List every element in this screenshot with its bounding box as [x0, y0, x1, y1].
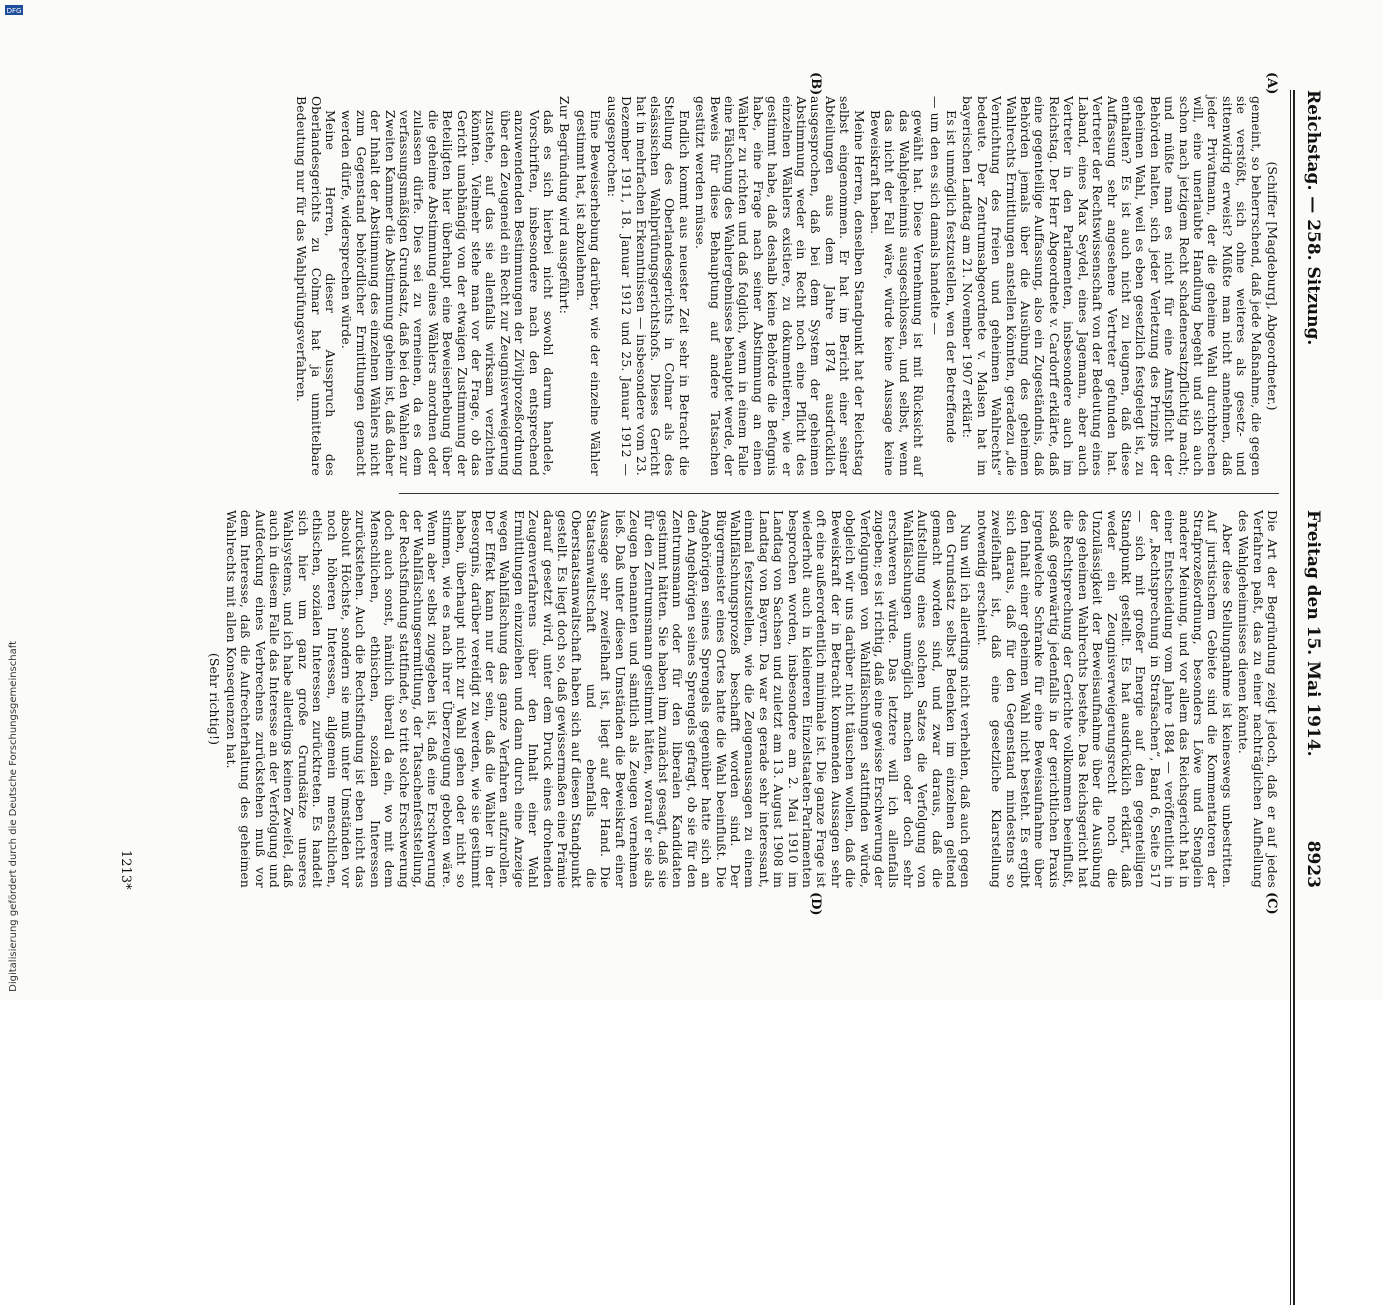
paragraph: Endlich kommt aus neuester Zeit sehr in Betracht die Stellung des Oberlandesgerichts in Colmar als des elsässischen Wahlprüfungsgerichtshofs. Dieses Gericht hat in mehrfachen Erkenntnissen — insbesondere vom 23. Dezember 1911, 18. Januar 1912 und 25. Januar 1912 — ausgesprochen:: [604, 96, 692, 476]
header-rule: [1293, 90, 1295, 1305]
paragraph: gemeint, so beherrschend, daß jede Maßnahme, die gegen sie verstößt, sich ohne weiteres als gesetz- und sittenwidrig erweist? Müßte man nicht annehmen, daß jeder Privatmann, der die geheime Wahl durchbrechen will, eine unerlaubte Handlung begeht und sich auch schon nach jetzigem Recht schadenersatzpflichtig macht; und müßte man es nicht für eine Amtspflicht der Behörden halten, sich jeder Verletzung des Prinzips der geheimen Wahl, weil es eben gesetzlich festgelegt ist, zu enthalten? Es ist auch nicht zu leugnen, daß diese Auffassung sehr angesehene Vertreter gefunden hat. Vertreter der Rechtswissenschaft von der Bedeutung eines Laband, eines Max Seydel, eines Jagemann, aber auch Vertreter in den Parlamenten, insbesondere auch im Reichstag. Der Herr Abgeordnete v. Cardorff erklärte, daß eine gegenteilige Auffassung, also ein Zugeständnis, daß Behörden jemals über die Ausübung des geheimen Wahlrechts Ermittlungen anstellen könnten, geradezu „die Vernichtung des freien und geheimen Wahlrechts“ bedeute. Der Zentrumsabgeordnete v. Malsen hat im bayerischen Landtag am 21. November 1907 erklärt:: [960, 96, 1264, 476]
dfg-logo-text: DFG: [6, 6, 22, 15]
signature-mark: 1213*: [118, 850, 133, 890]
header-left: Reichstag. — 258. Sitzung.: [1303, 90, 1323, 346]
dfg-logo-icon: [5, 5, 23, 15]
margin-mark-a: (A): [1264, 72, 1279, 95]
digitization-credit: [8, 641, 19, 992]
quote: Eine Beweiserhebung darüber, wie der einzelne Wähler gestimmt hat, ist abzulehnen.: [573, 110, 604, 476]
credit-text: Digitalisierung gefördert durch die Deutsche Forschungsgemeinschaft: [8, 641, 19, 992]
header-date: Freitag den 15. Mai 1914.: [1303, 510, 1323, 757]
paragraph: Die Art der Begründung zeigt jedoch, daß er auf jedes Verfahren paßt, das zu einer nachträglichen Aufhellung des Wahlgeheimnisses dienen könnte.: [1236, 510, 1280, 888]
paragraph: Aber diese Stellungnahme ist keineswegs unbestritten. Auf juristischem Gebiete sind die Kommentatoren der Strafprozeßordnung, besonders Löwe und Stenglein anderer Meinung, und vor allem das Reichsgericht hat in einer Entscheidung vom Jahre 1884 — veröffentlicht in der „Rechtsprechung in Strafsachen“, Band 6, Seite 517 — sich mit großer Energie auf den gegenteiligen Standpunkt gestellt. Es hat ausdrücklich erklärt, daß weder ein Zeugnisverweigerungsrecht noch die Unzulässigkeit der Beweisaufnahme über die Ausübung des geheimen Wahlrechts bestehe. Das Reichsgericht hat die Rechtsprechung der Gerichte vollkommen beeinflußt, sodaß gegenwärtig jedenfalls in der gerichtlichen Praxis irgendwelche Schranke für eine Beweisaufnahme über den Inhalt einer geheimen Wahl nicht besteht. Es ergibt sich daraus, daß für den Gegenstand mindestens so zweifelhaft ist, daß eine gesetzliche Klarstellung notwendig erscheint.: [974, 510, 1235, 888]
margin-mark-c: (C): [1264, 892, 1279, 915]
right-column: [207, 510, 1280, 888]
header-rule-secondary: [1290, 90, 1291, 1305]
left-column: [294, 96, 1280, 476]
quote: daß es sich hierbei nicht sowohl darum handele, Vorschriften, insbesondere nach den entsprechend anzuwendenden Bestimmungen der Zivilprozeßordnung über den Zeugeneid ein Recht zur Zeugnisverweigerung zustehe, auf das sie allenfalls wirksam verzichten könnten. Vielmehr stehe man vor der Frage, ob das Gericht unabhängig von der etwaigen Zustimmung der Beteiligten hier überhaupt eine Beweiserhebung über die geheime Abstimmung eines Wählers anordnen oder zulassen dürfe. Dies sei zu verneinen, da es dem verfassungsmäßigen Grundsatz, daß bei den Wahlen zur Zweiten Kammer die Abstimmung geheim ist, daß daher der Inhalt der Abstimmung des einzelnen Wählers nicht zum Gegenstand behördlicher Ermittlungen gemacht werden dürfe, widersprechen würde.: [339, 110, 557, 476]
quote: gewählt hat. Diese Vernehmung ist mit Rücksicht auf das Wahlgeheimnis ausgeschlossen, und selbst, wenn das nicht der Fall wäre, würde keine Aussage keine Beweiskraft haben.: [868, 110, 927, 476]
speaker-line: (Schiffer [Magdeburg], Abgeordneter.): [1265, 161, 1280, 411]
margin-mark-d: (D): [808, 892, 823, 916]
page-number: 8923: [1303, 840, 1323, 888]
paragraph: Zur Begründung wird ausgeführt:: [557, 96, 573, 315]
aside: — um den es sich damals handelte —: [927, 96, 943, 336]
interjection: (Sehr richtig!): [207, 652, 223, 746]
column-divider: [399, 493, 1279, 494]
paragraph: Meine Herren, dieser Ausspruch des Oberlandesgerichts zu Colmar hat ja unmittelbare Bedeutung nur für das Wahlprüfungsverfahren.: [294, 96, 338, 476]
margin-mark-b: (B): [808, 72, 823, 96]
paragraph: Nun will ich allerdings nicht verhehlen, daß auch gegen den Grundsatz selbst Bedenken im einzelnen geltend gemacht worden sind, und zwar daraus, daß die Aufstellung eines solchen Satzes die Verfolgung von Wahlfälschungen unmöglich machen oder doch sehr erschweren würde. Das letztere will ich allenfalls zugeben; es ist richtig, daß eine gewisse Erschwerung der Verfolgungen von Wahlfälschungen stattfinden würde, obgleich wir uns darüber nicht täuschen wollen, daß die Beweiskraft der in Betracht kommenden Aussagen sehr oft eine außerordentlich minimale ist. Die ganze Frage ist wiederholt auch in kleineren Einzelstaaten-Parlamenten besprochen worden, insbesondere am 2. Mai 1910 im Landtag von Sachsen und zuletzt am 13. August 1908 im Landtag von Bayern. Da war es gerade sehr interessant, einmal festzustellen, wie die Zeugenaussagen zu einem Wahlfälschungsprozeß beschafft worden sind. Der Bürgermeister eines Ortes hatte die Wahl beeinflußt. Die Angehörigen seines Sprengels gegenüber hatte sich an den Angehörigen seines Sprengels gefragt, ob sie für den Zentrumsmann oder für den liberalen Kandidaten gestimmt hätten. Sie haben ihm zunächst gesagt, daß sie für den Zentrumsmann gestimmt hätten, worauf er sie als Zeugen benannten und sämtlich als Zeugen vernehmen ließ. Daß unter diesen Umständen die Beweiskraft einer Aussage sehr zweifelhaft ist, liegt auf der Hand. Die Staatsanwaltschaft und ebenfalls die Oberstaatsanwaltschaft haben sich auf diesen Standpunkt gestellt. Es liegt doch so, daß gewissermaßen eine Prämie darauf gesetzt wird, unter dem Druck eines drohenden Zeugenverfahrens über den Inhalt einer Wahl Ermittlungen einzuziehen und dann durch eine Anzeige wegen Wahlfälschung das ganze Verfahren aufzurollen. Der Effekt kann nur der sein, daß die Wähler in der Besorgnis, darüber vereidigt zu werden, wie sie gestimmt haben, überhaupt nicht zur Wahl gehen oder nicht so stimmen, wie es nach ihrer Überzeugung geboten wäre. Wenn aber selbst zugegeben ist, daß eine Erschwerung der Wahlfälschungsermittlung, der Tatsachenfeststellung, der Rechtsfindung stattfindet, so tritt solche Erschwerung doch auch sonst, nämlich überall da ein, wo mit dem Menschlichen, ethischen, sozialen Interessen zurückstehen. Auch die Rechtsfindung ist eben nicht das absolut Höchste, sondern sie muß unter Umständen vor noch höheren Interessen, allgemein menschlichen, ethischen, sozialen Interessen zurücktreten. Es handelt sich hier um ganz große Grundsätze unseres Wahlsystems, und ich habe allerdings keinen Zweifel, daß auch in diesem Falle das Interesse an der Verfolgung und Aufdeckung eines Verbrechens zurückstehen muß vor dem Interesse, daß die Aufrechterhaltung des geheimen Wahlrechts mit allen Konsequenzen hat.: [223, 510, 974, 888]
paragraph: Meine Herren, denselben Standpunkt hat der Reichstag selbst eingenommen. Er hat im Bericht einer seiner Abteilungen aus dem Jahre 1874 ausdrücklich ausgesprochen, daß bei dem System der geheimen Abstimmung weder ein Recht noch eine Pflicht des einzelnen Wählers existiere, zu dokumentieren, wie er gestimmt habe, daß deshalb keine Behörde die Befugnis habe, eine Frage nach seiner Abstimmung an einen Wähler zu richten und daß folglich, wenn in einem Falle eine Fälschung des Wahlergebnisses behauptet werde, der Beweis für diese Behauptung auf andere Tatsachen gestützt werden müsse.: [693, 96, 867, 476]
header-right-block: [1293, 510, 1323, 888]
quote: Es ist unmöglich festzustellen, wen der Betreffende: [944, 110, 960, 444]
